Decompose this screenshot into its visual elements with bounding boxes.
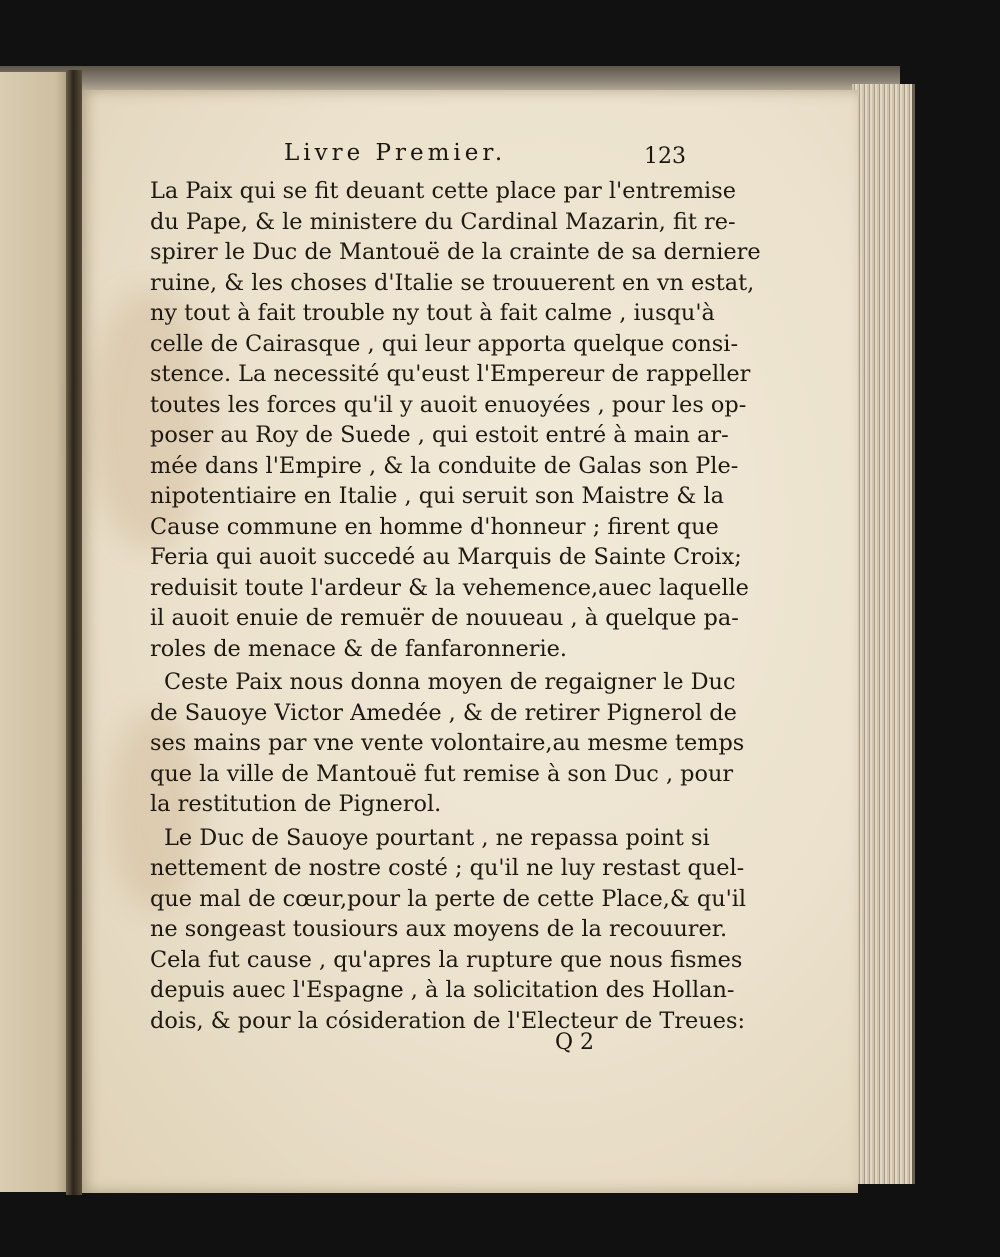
text-line: mée dans l'Empire , & la conduite de Galas son Ple- [150,452,739,479]
text-line: ses mains par vne vente volontaire,au mesme temps [150,730,745,756]
text-line: ne songeast tousiours aux moyens de la recouurer. [150,916,728,942]
text-line: reduisit toute l'ardeur & la vehemence,auec laquelle [150,574,749,601]
text-line: toutes les forces qu'il y auoit enuoyées , pour les op- [150,391,747,418]
text-line: la restitution de Pignerol. [150,791,442,817]
signature-mark: Q 2 [555,1030,595,1055]
text-line: ruine, & les choses d'Italie se trouuerent en vn estat, [150,269,755,296]
text-line: celle de Cairasque , qui leur apporta quelque consi- [150,330,739,357]
text-line: de Sauoye Victor Amedée , & de retirer Pignerol de [150,699,737,726]
text-line: poser au Roy de Suede , qui estoit entré à main ar- [150,422,729,448]
paragraph-3 [150,823,747,1037]
text-line: roles de menace & de fanfaronnerie. [150,635,568,662]
running-title: Livre Premier. [284,140,507,166]
book-top-edge [0,66,900,92]
text-line: La Paix qui se fit deuant cette place par l'entremise [150,178,736,204]
text-line: spirer le Duc de Mantouë de la crainte de sa derniere [150,239,761,265]
text-line: stence. La necessité qu'eust l'Empereur de rappeller [150,361,751,387]
page-fore-edge [852,84,915,1184]
text-line: Ceste Paix nous donna moyen de regaigner le Duc [164,669,736,695]
text-line: que la ville de Mantouë fut remise à son Duc , pour [150,760,734,787]
text-line: que mal de cœur,pour la perte de cette Place,& qu'il [150,885,747,912]
paragraph-2 [150,667,745,820]
text-line: Cause commune en homme d'honneur ; firent que [150,513,719,540]
text-line: il auoit enuie de remuër de nouueau , à quelque pa- [150,605,739,631]
body-text [150,176,761,1036]
text-line: ny tout à fait trouble ny tout à fait calme , iusqu'à [150,300,715,326]
text-line: nipotentiaire en Italie , qui seruit son Maistre & la [150,483,724,509]
text-line: du Pape, & le ministere du Cardinal Mazarin, fit re- [150,208,736,235]
text-line: Cela fut cause , qu'apres la rupture que nous fismes [150,946,743,973]
text-line: nettement de nostre costé ; qu'il ne luy restast quel- [150,855,745,881]
text-line: depuis auec l'Espagne , à la solicitation des Hollan- [150,977,735,1003]
text-line: Le Duc de Sauoye pourtant , ne repassa point si [164,824,710,851]
page-number: 123 [644,144,686,169]
text-line: dois, & pour la cósideration de l'Electeur de Treues: [150,1007,746,1034]
text-line: Feria qui auoit succedé au Marquis de Sainte Croix; [150,544,742,570]
paragraph-1 [150,176,761,664]
book-gutter [66,70,82,1195]
